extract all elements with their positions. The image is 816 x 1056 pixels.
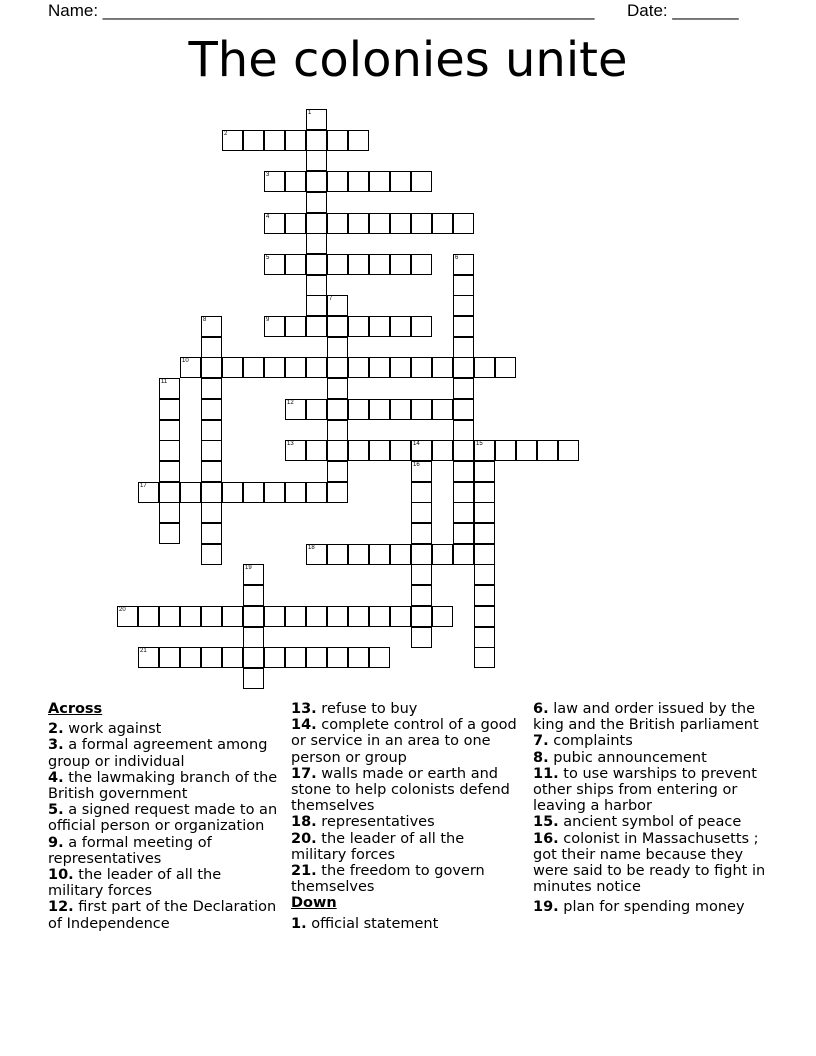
grid-cell[interactable]	[285, 440, 306, 461]
grid-cell[interactable]	[306, 171, 327, 192]
grid-cell[interactable]	[201, 399, 222, 420]
clue-number: 2	[224, 130, 228, 137]
clue-across-20: 20. the leader of all the military forces	[291, 830, 465, 863]
grid-cell[interactable]	[285, 213, 306, 234]
clue-number: 17	[140, 482, 147, 489]
grid-cell[interactable]	[348, 357, 369, 378]
grid-cell[interactable]	[369, 440, 390, 461]
clue-number: 10	[182, 358, 189, 365]
grid-cell[interactable]	[243, 585, 264, 606]
grid-cell[interactable]	[390, 440, 411, 461]
grid-cell[interactable]	[390, 171, 411, 192]
clue-number: 5	[266, 254, 270, 261]
clue-number: 20	[119, 606, 126, 613]
grid-cell[interactable]	[180, 482, 201, 503]
grid-cell[interactable]	[117, 606, 138, 627]
grid-cell[interactable]	[327, 420, 348, 441]
grid-cell[interactable]	[348, 606, 369, 627]
grid-cell[interactable]	[474, 606, 495, 627]
clue-across-17: 17. walls made or earth and stone to help colonists defend themselves	[291, 765, 510, 815]
grid-cell[interactable]	[411, 399, 432, 420]
grid-cell[interactable]	[369, 647, 390, 668]
grid-cell[interactable]	[264, 254, 285, 275]
grid-cell[interactable]	[264, 316, 285, 337]
clue-number: 4	[266, 213, 270, 220]
grid-cell[interactable]	[495, 440, 516, 461]
grid-cell[interactable]	[222, 482, 243, 503]
grid-cell[interactable]	[285, 399, 306, 420]
clue-number: 16	[413, 461, 420, 468]
grid-cell[interactable]	[348, 399, 369, 420]
grid-cell[interactable]	[306, 295, 327, 316]
grid-cell[interactable]	[138, 606, 159, 627]
grid-cell[interactable]	[264, 647, 285, 668]
grid-cell[interactable]	[369, 606, 390, 627]
grid-cell[interactable]	[306, 275, 327, 296]
grid-cell[interactable]	[411, 523, 432, 544]
grid-cell[interactable]	[348, 254, 369, 275]
grid-cell[interactable]	[453, 523, 474, 544]
grid-cell[interactable]	[453, 275, 474, 296]
grid-cell[interactable]	[306, 254, 327, 275]
clue-number: 6	[455, 254, 459, 261]
clue-down-6: 6. law and order issued by the king and the British parliament	[533, 701, 759, 734]
grid-cell[interactable]	[369, 254, 390, 275]
grid-cell[interactable]	[411, 171, 432, 192]
clue-across-10: 10. the leader of all the military forces	[48, 867, 222, 900]
grid-cell[interactable]	[453, 482, 474, 503]
grid-cell[interactable]	[222, 130, 243, 151]
clues-column-3	[533, 701, 773, 916]
name-field-label: Name: ____________________________________________________	[48, 1, 595, 20]
clue-across-5: 5. a signed request made to an official person or organization	[48, 802, 278, 835]
grid-cell[interactable]	[306, 544, 327, 565]
grid-cell[interactable]	[432, 399, 453, 420]
grid-cell[interactable]	[474, 564, 495, 585]
grid-cell[interactable]	[201, 606, 222, 627]
grid-cell[interactable]	[348, 213, 369, 234]
grid-cell[interactable]	[432, 440, 453, 461]
grid-cell[interactable]	[348, 316, 369, 337]
grid-cell[interactable]	[453, 378, 474, 399]
grid-cell[interactable]	[453, 502, 474, 523]
grid-cell[interactable]	[201, 440, 222, 461]
grid-cell[interactable]	[180, 606, 201, 627]
clues-column-1	[48, 701, 278, 932]
grid-cell[interactable]	[516, 440, 537, 461]
grid-cell[interactable]	[180, 647, 201, 668]
date-field-label: Date: _______	[627, 1, 739, 20]
grid-cell[interactable]	[306, 192, 327, 213]
grid-cell[interactable]	[243, 357, 264, 378]
grid-cell[interactable]	[390, 254, 411, 275]
grid-cell[interactable]	[243, 627, 264, 648]
grid-cell[interactable]	[327, 647, 348, 668]
grid-cell[interactable]	[138, 482, 159, 503]
clue-number: 18	[308, 544, 315, 551]
grid-cell[interactable]	[285, 130, 306, 151]
clue-down-7: 7. complaints	[533, 733, 633, 750]
clue-down-8: 8. pubic announcement	[533, 749, 707, 766]
grid-cell[interactable]	[327, 130, 348, 151]
puzzle-title: The colonies unite	[188, 32, 628, 88]
grid-cell[interactable]	[285, 647, 306, 668]
clue-down-1: 1. official statement	[291, 915, 439, 932]
grid-cell[interactable]	[369, 357, 390, 378]
grid-cell[interactable]	[348, 130, 369, 151]
grid-cell[interactable]	[474, 440, 495, 461]
grid-cell[interactable]	[348, 440, 369, 461]
grid-cell[interactable]	[159, 420, 180, 441]
grid-cell[interactable]	[306, 606, 327, 627]
grid-cell[interactable]	[180, 357, 201, 378]
clue-number: 21	[140, 648, 147, 655]
grid-cell[interactable]	[474, 544, 495, 565]
clue-number: 8	[203, 317, 207, 323]
grid-cell[interactable]	[432, 606, 453, 627]
grid-cell[interactable]	[474, 502, 495, 523]
grid-cell[interactable]	[453, 337, 474, 358]
grid-cell[interactable]	[201, 420, 222, 441]
grid-cell[interactable]	[453, 420, 474, 441]
clue-across-18: 18. representatives	[291, 814, 435, 831]
grid-cell[interactable]	[222, 357, 243, 378]
grid-cell[interactable]	[201, 378, 222, 399]
grid-cell[interactable]	[306, 399, 327, 420]
grid-cell[interactable]	[411, 482, 432, 503]
grid-cell[interactable]	[369, 399, 390, 420]
grid-cell[interactable]	[264, 213, 285, 234]
grid-cell[interactable]	[306, 233, 327, 254]
clue-across-14: 14. complete control of a good or service in an area to one person or group	[291, 717, 517, 766]
grid-cell[interactable]	[558, 440, 579, 461]
clue-across-13: 13. refuse to buy	[291, 701, 418, 717]
grid-cell[interactable]	[306, 357, 327, 378]
grid-cell[interactable]	[243, 606, 264, 627]
grid-cell[interactable]	[285, 316, 306, 337]
clue-number: 9	[266, 317, 270, 323]
grid-cell[interactable]	[285, 171, 306, 192]
clue-across-4: 4. the lawmaking branch of the British government	[48, 769, 278, 803]
clue-number: 15	[476, 441, 483, 448]
grid-cell[interactable]	[306, 213, 327, 234]
grid-cell[interactable]	[474, 482, 495, 503]
grid-cell[interactable]	[285, 254, 306, 275]
grid-cell[interactable]	[453, 316, 474, 337]
grid-cell[interactable]	[327, 357, 348, 378]
grid-cell[interactable]	[453, 440, 474, 461]
grid-cell[interactable]	[243, 130, 264, 151]
clue-down-19: 19. plan for spending money	[533, 899, 745, 916]
down-heading: Down	[291, 895, 337, 912]
grid-cell[interactable]	[390, 544, 411, 565]
grid-cell[interactable]	[306, 109, 327, 130]
grid-cell[interactable]	[243, 647, 264, 668]
grid-cell[interactable]	[369, 171, 390, 192]
grid-cell[interactable]	[327, 337, 348, 358]
grid-cell[interactable]	[201, 647, 222, 668]
grid-cell[interactable]	[201, 502, 222, 523]
grid-cell[interactable]	[327, 606, 348, 627]
grid-cell[interactable]	[201, 337, 222, 358]
grid-cell[interactable]	[201, 544, 222, 565]
clue-number: 11	[161, 379, 168, 386]
across-heading: Across	[48, 701, 103, 717]
grid-cell[interactable]	[453, 399, 474, 420]
grid-cell[interactable]	[411, 440, 432, 461]
grid-cell[interactable]	[159, 502, 180, 523]
clues-column-2	[291, 701, 521, 932]
grid-cell[interactable]	[201, 316, 222, 337]
clue-number: 12	[287, 399, 294, 406]
grid-cell[interactable]	[432, 357, 453, 378]
grid-cell[interactable]	[306, 647, 327, 668]
grid-cell[interactable]	[306, 130, 327, 151]
grid-cell[interactable]	[432, 544, 453, 565]
grid-cell[interactable]	[159, 378, 180, 399]
grid-cell[interactable]	[453, 357, 474, 378]
grid-cell[interactable]	[495, 357, 516, 378]
grid-cell[interactable]	[453, 461, 474, 482]
grid-cell[interactable]	[474, 461, 495, 482]
grid-cell[interactable]	[453, 213, 474, 234]
grid-cell[interactable]	[264, 606, 285, 627]
grid-cell[interactable]	[264, 357, 285, 378]
grid-cell[interactable]	[159, 461, 180, 482]
grid-cell[interactable]	[285, 606, 306, 627]
grid-cell[interactable]	[390, 399, 411, 420]
clue-across-12: 12. first part of the Declaration of Independence	[48, 899, 277, 932]
grid-cell[interactable]	[285, 357, 306, 378]
grid-cell[interactable]	[159, 647, 180, 668]
grid-cell[interactable]	[474, 627, 495, 648]
grid-cell[interactable]	[306, 482, 327, 503]
grid-cell[interactable]	[411, 461, 432, 482]
grid-cell[interactable]	[306, 440, 327, 461]
grid-cell[interactable]	[327, 295, 348, 316]
clue-number: 14	[413, 441, 420, 448]
grid-cell[interactable]	[474, 647, 495, 668]
grid-cell[interactable]	[411, 585, 432, 606]
grid-cell[interactable]	[201, 523, 222, 544]
grid-cell[interactable]	[243, 668, 264, 689]
grid-cell[interactable]	[243, 482, 264, 503]
grid-cell[interactable]	[369, 316, 390, 337]
grid-cell[interactable]	[453, 544, 474, 565]
grid-cell[interactable]	[285, 482, 306, 503]
grid-cell[interactable]	[243, 564, 264, 585]
grid-cell[interactable]	[432, 213, 453, 234]
clue-number: 19	[245, 565, 252, 572]
grid-cell[interactable]	[327, 254, 348, 275]
grid-cell[interactable]	[222, 647, 243, 668]
grid-cell[interactable]	[327, 544, 348, 565]
grid-cell[interactable]	[453, 295, 474, 316]
clue-down-16: 16. colonist in Massachusetts ; got their name because they were said to be ready to fight in minutes notice	[533, 830, 766, 896]
grid-cell[interactable]	[327, 378, 348, 399]
grid-cell[interactable]	[453, 254, 474, 275]
grid-cell[interactable]	[201, 461, 222, 482]
grid-cell[interactable]	[327, 482, 348, 503]
grid-cell[interactable]	[264, 171, 285, 192]
grid-cell[interactable]	[411, 213, 432, 234]
grid-cell[interactable]	[348, 544, 369, 565]
grid-cell[interactable]	[411, 606, 432, 627]
grid-cell[interactable]	[306, 316, 327, 337]
grid-cell[interactable]	[201, 357, 222, 378]
grid-cell[interactable]	[159, 482, 180, 503]
grid-cell[interactable]	[327, 171, 348, 192]
clue-number: 3	[266, 172, 270, 179]
grid-cell[interactable]	[327, 316, 348, 337]
grid-cell[interactable]	[474, 357, 495, 378]
clue-down-15: 15. ancient symbol of peace	[533, 814, 742, 831]
clue-number: 1	[308, 110, 312, 116]
clue-down-11: 11. to use warships to prevent other ships from entering or leaving a harbor	[533, 765, 757, 815]
grid-cell[interactable]	[411, 627, 432, 648]
grid-cell[interactable]	[348, 171, 369, 192]
grid-cell[interactable]	[159, 523, 180, 544]
clue-number: 7	[329, 296, 333, 303]
clue-across-3: 3. a formal agreement among group or individual	[48, 737, 268, 770]
grid-cell[interactable]	[369, 213, 390, 234]
grid-cell[interactable]	[411, 564, 432, 585]
grid-cell[interactable]	[411, 254, 432, 275]
grid-cell[interactable]	[327, 213, 348, 234]
grid-cell[interactable]	[390, 606, 411, 627]
grid-cell[interactable]	[306, 150, 327, 171]
grid-cell[interactable]	[411, 357, 432, 378]
grid-cell[interactable]	[138, 647, 159, 668]
grid-cell[interactable]	[390, 357, 411, 378]
grid-cell[interactable]	[411, 502, 432, 523]
grid-cell[interactable]	[159, 440, 180, 461]
grid-cell[interactable]	[348, 647, 369, 668]
grid-cell[interactable]	[201, 482, 222, 503]
grid-cell[interactable]	[411, 544, 432, 565]
grid-cell[interactable]	[369, 544, 390, 565]
grid-cell[interactable]	[159, 399, 180, 420]
grid-cell[interactable]	[222, 606, 243, 627]
grid-cell[interactable]	[264, 130, 285, 151]
clue-across-21: 21. the freedom to govern themselves	[291, 863, 485, 896]
clue-across-2: 2. work against	[48, 721, 162, 738]
grid-cell[interactable]	[159, 606, 180, 627]
grid-cell[interactable]	[327, 399, 348, 420]
grid-cell[interactable]	[390, 213, 411, 234]
grid-cell[interactable]	[264, 482, 285, 503]
grid-cell[interactable]	[327, 461, 348, 482]
grid-cell[interactable]	[537, 440, 558, 461]
clue-across-9: 9. a formal meeting of representatives	[48, 834, 212, 867]
clue-number: 13	[287, 441, 294, 448]
grid-cell[interactable]	[390, 316, 411, 337]
grid-cell[interactable]	[327, 440, 348, 461]
grid-cell[interactable]	[474, 585, 495, 606]
grid-cell[interactable]	[474, 523, 495, 544]
grid-cell[interactable]	[411, 316, 432, 337]
